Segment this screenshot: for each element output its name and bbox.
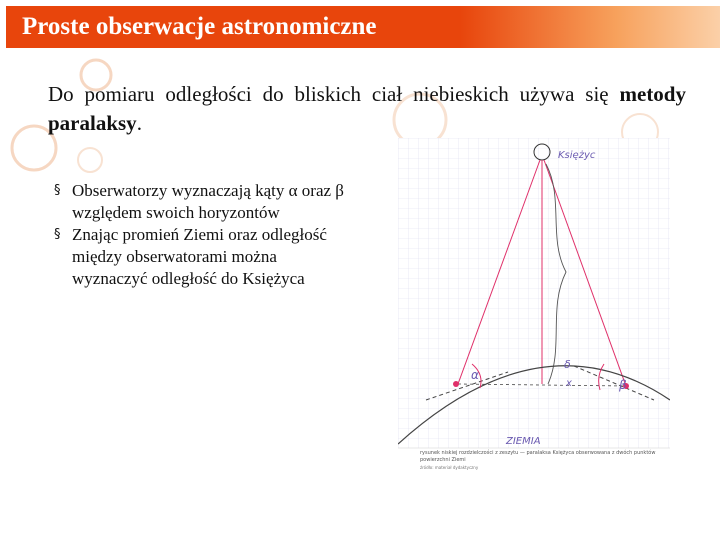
decor-ring [78, 148, 102, 172]
intro-bold-term: metody paralaksy [48, 82, 686, 135]
bullet-marker: § [54, 183, 61, 198]
list-item [54, 224, 354, 290]
intro-end: . [136, 111, 142, 135]
graph-paper [398, 138, 670, 448]
bullet-text: Znając promień Ziemi oraz odległość między obserwatorami można wyznaczyć odległość do Księżyca [72, 225, 327, 288]
slide-title: Proste obserwacje astronomiczne [22, 13, 377, 40]
intro-paragraph [48, 80, 686, 138]
bullet-marker: § [54, 227, 61, 242]
x-label: x [566, 378, 572, 389]
bullet-text: Obserwatorzy wyznaczają kąty α oraz β względem swoich horyzontów [72, 181, 344, 222]
sketch-drawing [398, 138, 670, 472]
list-item [54, 180, 354, 224]
figure-caption: rysunek niskiej rozdzielczości z zeszytu — paralaksa Księżyca obserwowana z dwóch punktów powierzchni Ziemi [420, 450, 656, 463]
moon-label: Księżyc [558, 150, 596, 161]
figure-caption-source: źródło: materiał dydaktyczny [420, 465, 479, 470]
observer-left [453, 381, 459, 387]
alpha-label: α [471, 368, 479, 382]
beta-label: β [619, 378, 627, 392]
earth-label: ZIEMIA [506, 436, 541, 447]
intro-text: Do pomiaru odległości do bliskich ciał niebieskich używa się [48, 82, 620, 106]
title-bar [6, 6, 720, 48]
bullet-list [54, 180, 354, 290]
parallax-sketch [398, 138, 670, 472]
delta-label: δ [564, 358, 571, 371]
